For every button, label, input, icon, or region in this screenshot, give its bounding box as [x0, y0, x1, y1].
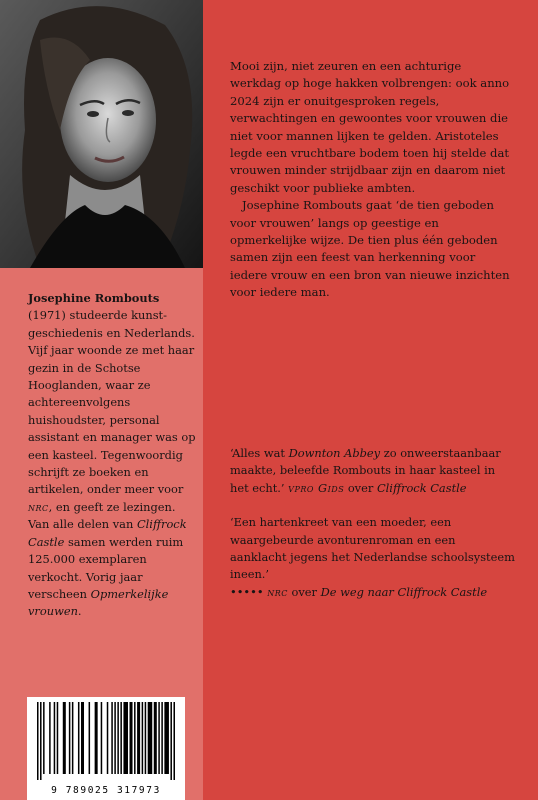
barcode-bar: [89, 702, 91, 774]
barcode-bar: [101, 702, 103, 774]
barcode-bar: [37, 702, 39, 780]
quote-source: vpro Gids: [288, 480, 345, 495]
quote-over: over: [344, 480, 377, 495]
barcode-bar: [161, 702, 163, 774]
barcode-bar: [69, 702, 71, 774]
barcode-bar: [54, 702, 56, 774]
bio-publication: nrc: [28, 499, 49, 514]
barcode-bar: [111, 702, 113, 774]
barcode-number: 9 789025 317973: [51, 785, 161, 796]
quote-over: over: [287, 584, 321, 599]
barcode: [27, 697, 185, 800]
quote-work: Cliffrock Castle: [376, 480, 467, 495]
barcode-bar: [170, 702, 172, 780]
barcode-bar: [120, 702, 122, 774]
barcode-bar: [173, 702, 175, 780]
barcode-bar: [72, 702, 74, 774]
barcode-bars: [35, 702, 177, 780]
quote-text: ‘Alles wat: [230, 446, 289, 460]
barcode-bar: [95, 702, 98, 774]
review-quotes: [230, 445, 515, 618]
author-photo: [0, 0, 203, 268]
author-portrait-graphic: [0, 0, 203, 268]
barcode-bar: [40, 702, 42, 780]
quote-text: zo onweerstaanbaar maakte, beleefde Rombouts in haar kasteel in het echt.’: [230, 446, 501, 495]
barcode-bar: [57, 702, 59, 774]
barcode-bar: [154, 702, 157, 774]
quote-source: nrc: [267, 584, 288, 599]
barcode-bar: [78, 702, 80, 774]
bio-text: , en geeft ze lezingen. Van alle delen van: [28, 499, 176, 532]
bio-text: samen werden ruim 125.000 exemplaren verkocht. Vorig jaar verscheen: [28, 534, 184, 601]
author-name: Josephine Rombouts: [28, 291, 160, 305]
barcode-bar: [123, 702, 128, 774]
barcode-bar: [107, 702, 109, 774]
barcode-bar: [142, 702, 144, 774]
barcode-bar: [164, 702, 169, 774]
barcode-bar: [134, 702, 136, 774]
blurb-paragraph-2: Josephine Rombouts gaat ‘de tien geboden voor vrouwen’ langs op geestige en opmerkelijke wijze. De tien plus één geboden samen zijn een feest van herkenning voor iedere vrouw en een bron van nieuwe inzichten voor iedere man.: [230, 198, 510, 300]
blurb-paragraph-1: Mooi zijn, niet zeuren en een achturige werkdag op hoge hakken volbrengen: ook anno 2024 zijn er onuitgesproken regels, verwachtingen en gewoontes voor vrouwen die niet voor mannen lijken te gelden. Aristoteles legde een vruchtbare bodem toen hij stelde dat vrouwen minder strijdbaar zijn en daarom niet geschikt voor publieke ambten.: [230, 59, 510, 195]
quote-work: De weg naar Cliffrock Castle: [320, 584, 488, 599]
bio-text: (1971) studeerde kunstgeschiedenis en Nederlands. Vijf jaar woonde ze met haar gezin in de Schotse Hooglanden, waar ze achtereenvolgens huishoudster, personal assistant en manager was op een kasteel. Tegenwoordig schrijft ze boeken en artikelen, onder meer voor: [28, 308, 196, 497]
author-bio: [28, 290, 200, 621]
back-cover-blurb: [230, 58, 512, 302]
barcode-bar: [130, 702, 133, 774]
barcode-bar: [145, 702, 147, 774]
barcode-bar: [114, 702, 116, 774]
barcode-bar: [81, 702, 84, 774]
barcode-bar: [63, 702, 66, 774]
bio-text: .: [77, 604, 82, 619]
barcode-bar: [158, 702, 160, 774]
barcode-bar: [49, 702, 51, 774]
quote-title: Downton Abbey: [288, 446, 381, 460]
barcode-bar: [43, 702, 45, 774]
review-quote-1: [230, 445, 515, 497]
barcode-bar: [148, 702, 153, 774]
quote-rating-stars: •••••: [230, 584, 264, 599]
barcode-bar: [137, 702, 140, 774]
review-quote-2: [230, 514, 515, 601]
quote-text: ‘Een hartenkreet van een moeder, een waargebeurde avonturenroman en een aanklacht jegens het Nederlandse schoolsysteem ineen.’: [230, 515, 515, 582]
barcode-bar: [117, 702, 119, 774]
bio-book-title: Cliffrock Castle: [28, 517, 187, 549]
bio-book-title: Opmerkelijke vrouwen: [28, 586, 169, 619]
